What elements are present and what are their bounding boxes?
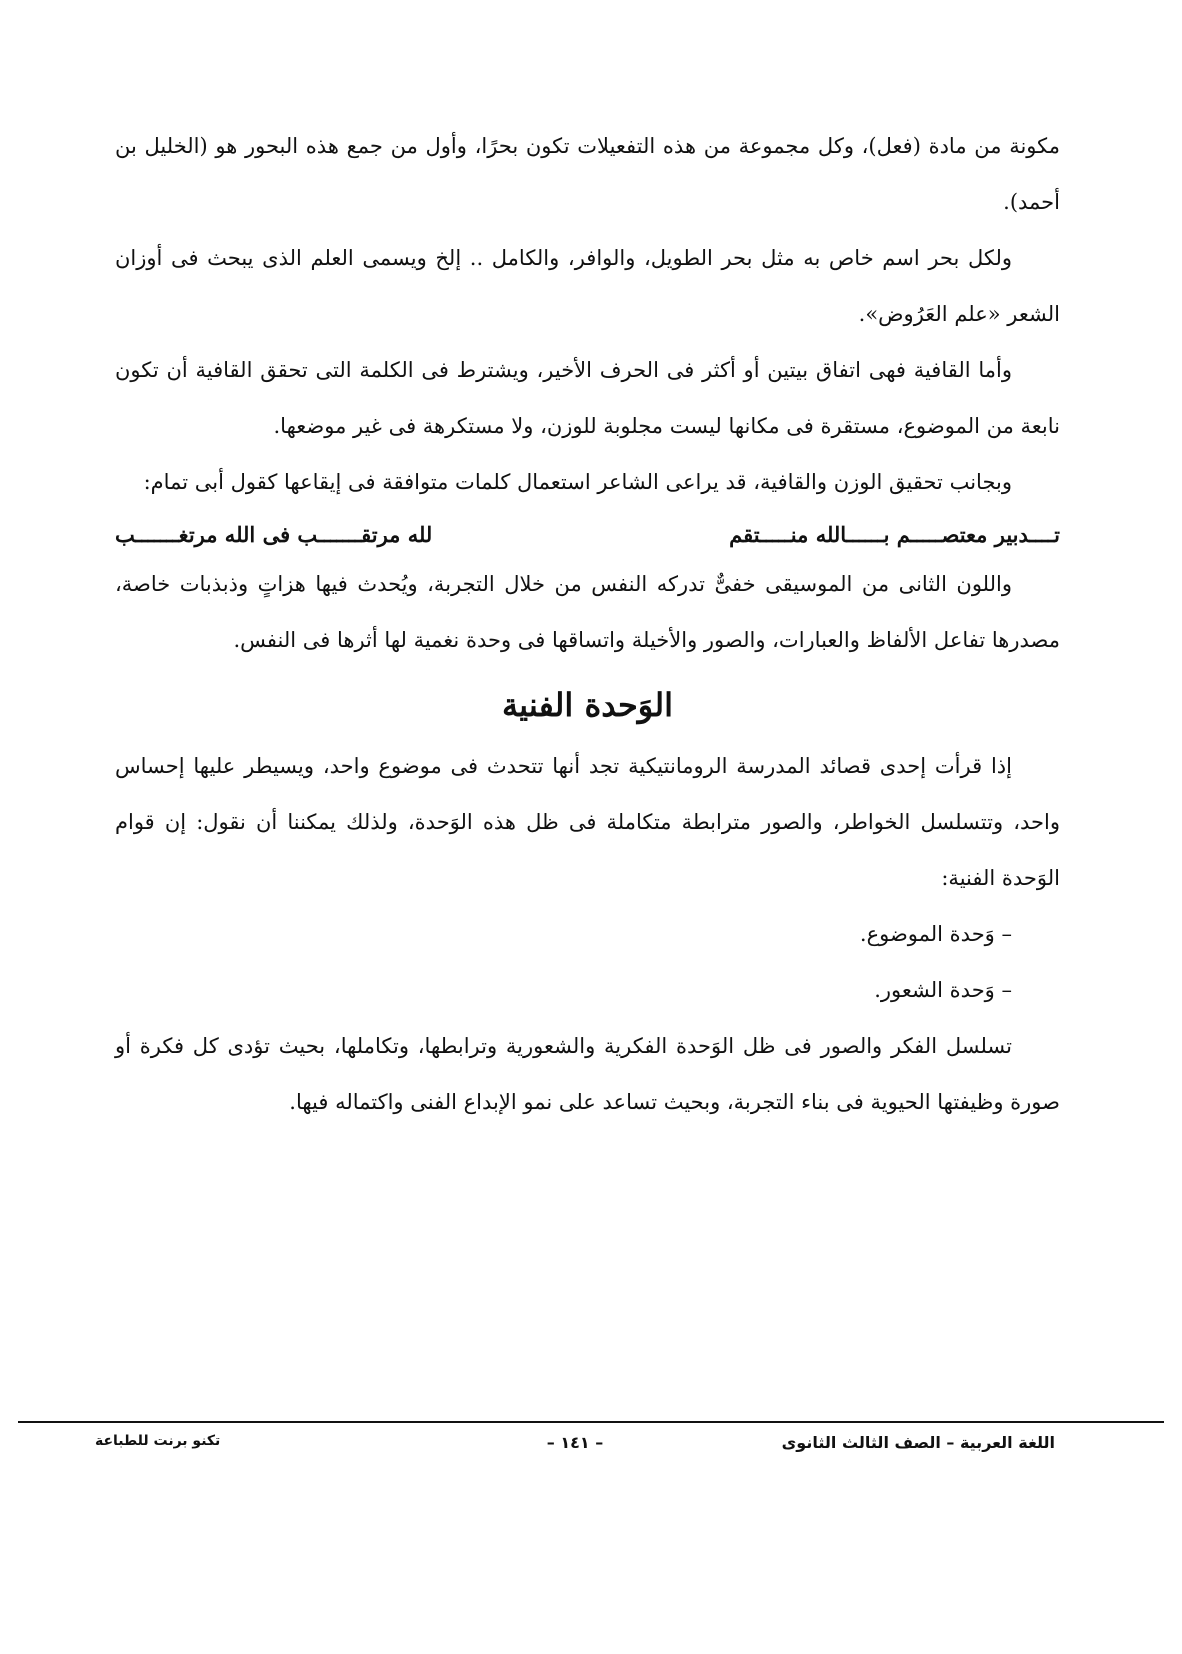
paragraph: وأما القافية فهى اتفاق بيتين أو أكثر فى الحرف الأخير، ويشترط فى الكلمة التى تحقق القافية أن تكون نابعة من الموضوع، مستقرة فى مكانها ليست مجلوبة للوزن، ولا مستكرهة فى غير موضعها. bbox=[115, 358, 1060, 438]
paragraph: مكونة من مادة (فعل)، وكل مجموعة من هذه التفعيلات تكون بحرًا، وأول من جمع هذه البحور هو (الخليل بن أحمد). bbox=[115, 134, 1060, 214]
list-item: – وَحدة الشعور. bbox=[874, 978, 1012, 1002]
paragraph: واللون الثانى من الموسيقى خفىٌّ تدركه النفس من خلال التجربة، ويُحدث فيها هزاتٍ وذبذبات خاصة، مصدرها تفاعل الألفاظ والعبارات، والصور والأخيلة واتساقها فى وحدة نغمية لها أثرها فى النفس. bbox=[115, 572, 1060, 652]
footer-printer: تكنو برنت للطباعة bbox=[95, 1433, 221, 1449]
footer-book-title: اللغة العربية – الصف الثالث الثانوى bbox=[781, 1433, 1055, 1452]
page-body bbox=[115, 118, 1060, 1130]
verse-second-hemistich: لله مرتقـــــــب فى الله مرتغـــــــب bbox=[115, 522, 433, 547]
page-footer bbox=[95, 1433, 1055, 1463]
paragraph: ولكل بحر اسم خاص به مثل بحر الطويل، والوافر، والكامل .. إلخ ويسمى العلم الذى يبحث فى أوزان الشعر «علم العَرُوض». bbox=[115, 246, 1060, 326]
paragraph: إذا قرأت إحدى قصائد المدرسة الرومانتيكية تجد أنها تتحدث فى موضوع واحد، ويسيطر عليها إحساس واحد، وتتسلسل الخواطر، والصور مترابطة متكاملة فى ظل هذه الوَحدة، ولذلك يمكننا أن نقول: إن قوام الوَحدة الفنية: bbox=[115, 754, 1060, 890]
paragraph: تسلسل الفكر والصور فى ظل الوَحدة الفكرية والشعورية وترابطها، وتكاملها، بحيث تؤدى كل فكرة أو صورة وظيفتها الحيوية فى بناء التجربة، وبحيث تساعد على نمو الإبداع الفنى واكتماله فيها. bbox=[115, 1034, 1060, 1114]
poetry-verse bbox=[115, 514, 1060, 556]
list-item: – وَحدة الموضوع. bbox=[859, 922, 1012, 946]
page-number: – ١٤١ – bbox=[546, 1433, 604, 1452]
verse-first-hemistich: تــــدبير معتصـــــم بــــــالله منـــــتقم bbox=[729, 522, 1060, 547]
section-title: الوَحدة الفنية bbox=[502, 686, 673, 724]
paragraph-verse-intro: وبجانب تحقيق الوزن والقافية، قد يراعى الشاعر استعمال كلمات متوافقة فى إيقاعها كقول أبى تمام: bbox=[143, 470, 1012, 494]
footer-divider bbox=[18, 1421, 1164, 1423]
